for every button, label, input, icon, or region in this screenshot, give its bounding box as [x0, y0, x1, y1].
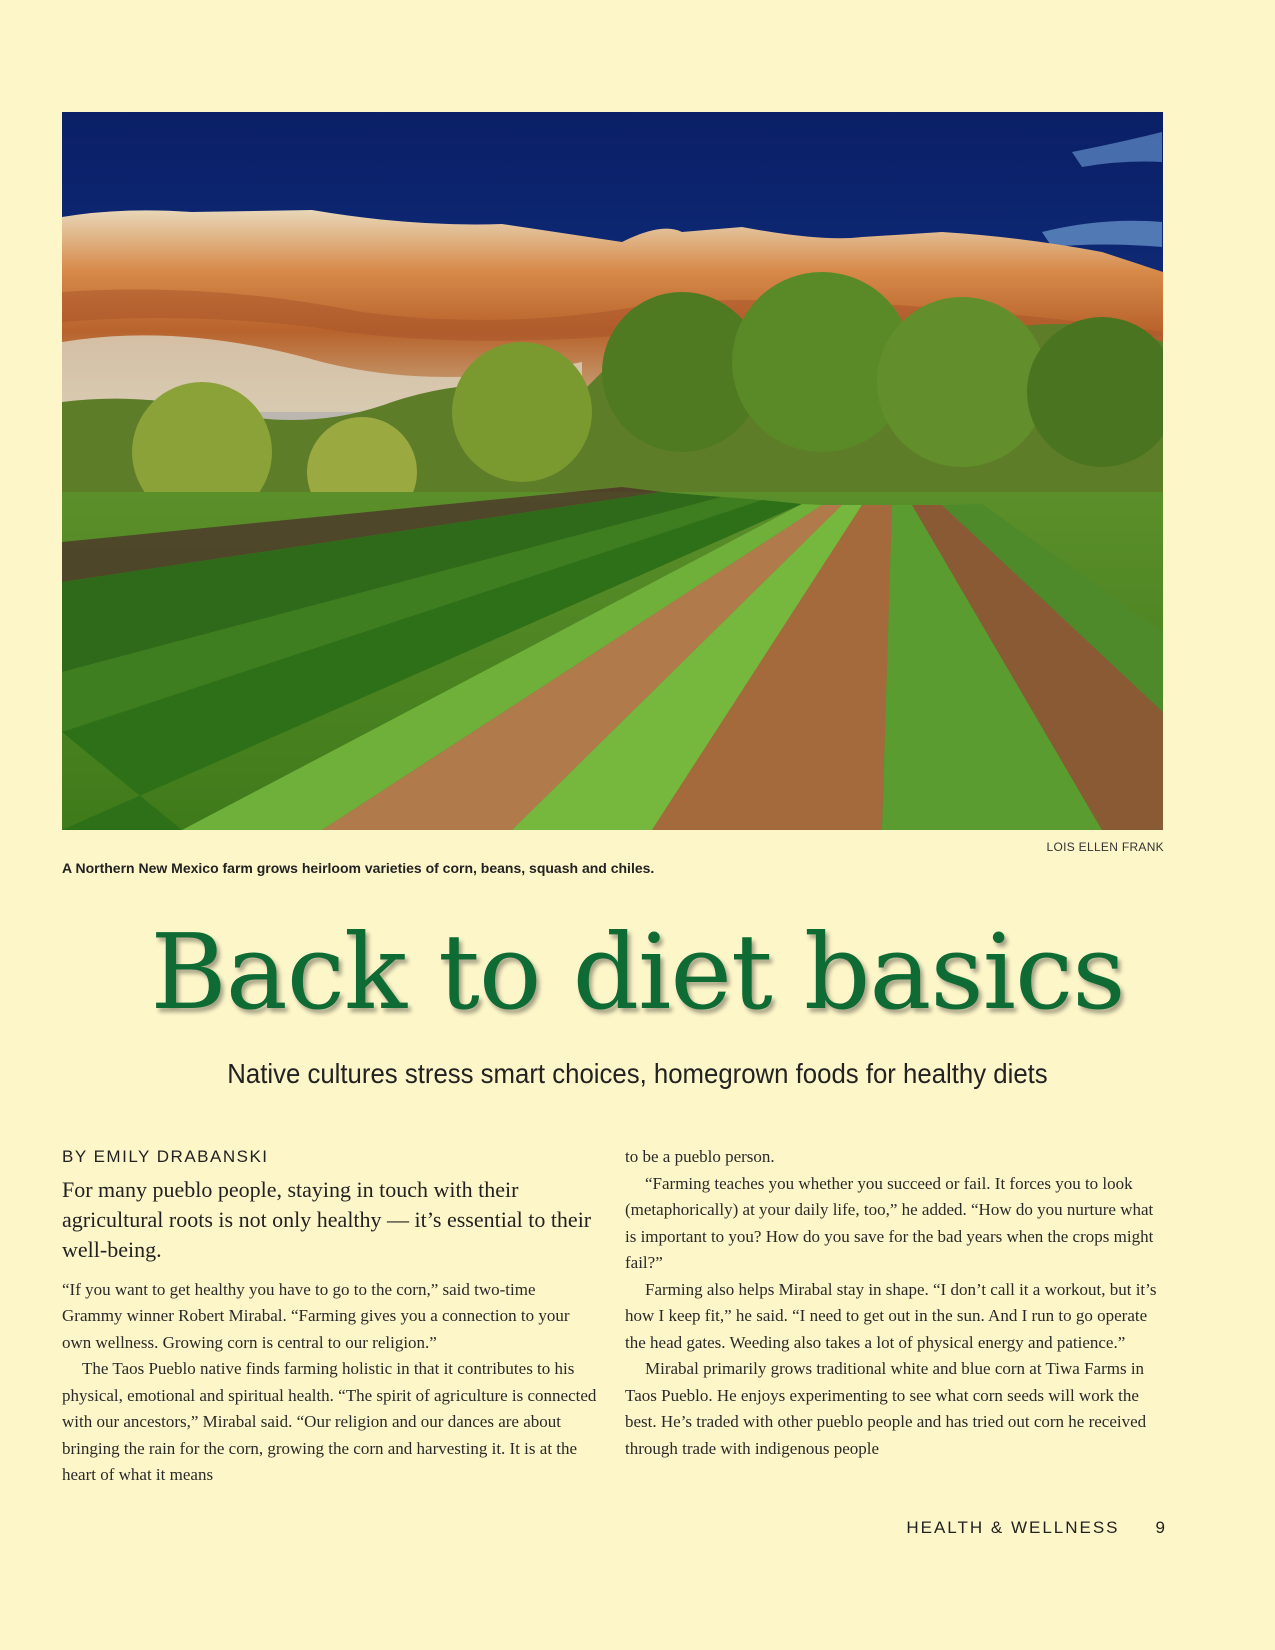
paragraph: “Farming teaches you whether you succeed or fail. It forces you to look (metaphorically) at your daily life, too,” he added. “How do you nurture what is important to you? How do you save for the bad years when the crops might fail?”: [625, 1173, 1154, 1272]
paragraph: to be a pueblo person.: [625, 1147, 775, 1166]
article-byline: BY EMILY DRABANSKI: [62, 1147, 269, 1166]
page-number: 9: [1155, 1518, 1165, 1537]
article-headline: Back to diet basics: [150, 911, 1125, 1033]
paragraph: Farming also helps Mirabal stay in shape. “I don’t call it a workout, but it’s how I keep fit,” he said. “I need to get out in the sun. And I run to go operate the head gates. Weeding also takes a lot of physical energy and patience.”: [625, 1279, 1157, 1352]
footer-section: HEALTH & WELLNESS: [906, 1518, 1120, 1537]
article-column-left: [62, 1144, 597, 1489]
paragraph: “If you want to get healthy you have to go to the corn,” said two-time Grammy winner Robert Mirabal. “Farming gives you a connection to your own wellness. Growing corn is central to our religion.”: [62, 1279, 570, 1352]
farm-photo: [62, 112, 1163, 830]
farm-landscape-image: [62, 112, 1163, 830]
photo-caption: A Northern New Mexico farm grows heirloom varieties of corn, beans, squash and chiles.: [62, 860, 655, 876]
article-column-right: [625, 1144, 1165, 1462]
photo-credit: LOIS ELLEN FRANK: [1046, 840, 1164, 854]
page-footer: [906, 1518, 1165, 1538]
paragraph: The Taos Pueblo native finds farming holistic in that it contributes to his physical, emotional and spiritual health. “The spirit of agriculture is connected with our ancestors,” Mirabal said. “Our religion and our dances are about bringing the rain for the corn, growing the corn and harvesting it. It is at the heart of what it means: [62, 1359, 597, 1484]
article-subhead: Native cultures stress smart choices, homegrown foods for healthy diets: [227, 1058, 1048, 1089]
paragraph: Mirabal primarily grows traditional white and blue corn at Tiwa Farms in Taos Pueblo. He enjoys experimenting to see what corn seeds will work the best. He’s traded with other pueblo people and has tried out corn he received through trade with indigenous people: [625, 1359, 1147, 1458]
article-lede: For many pueblo people, staying in touch with their agricultural roots is not only healthy — it’s essential to their well-being.: [62, 1176, 592, 1262]
